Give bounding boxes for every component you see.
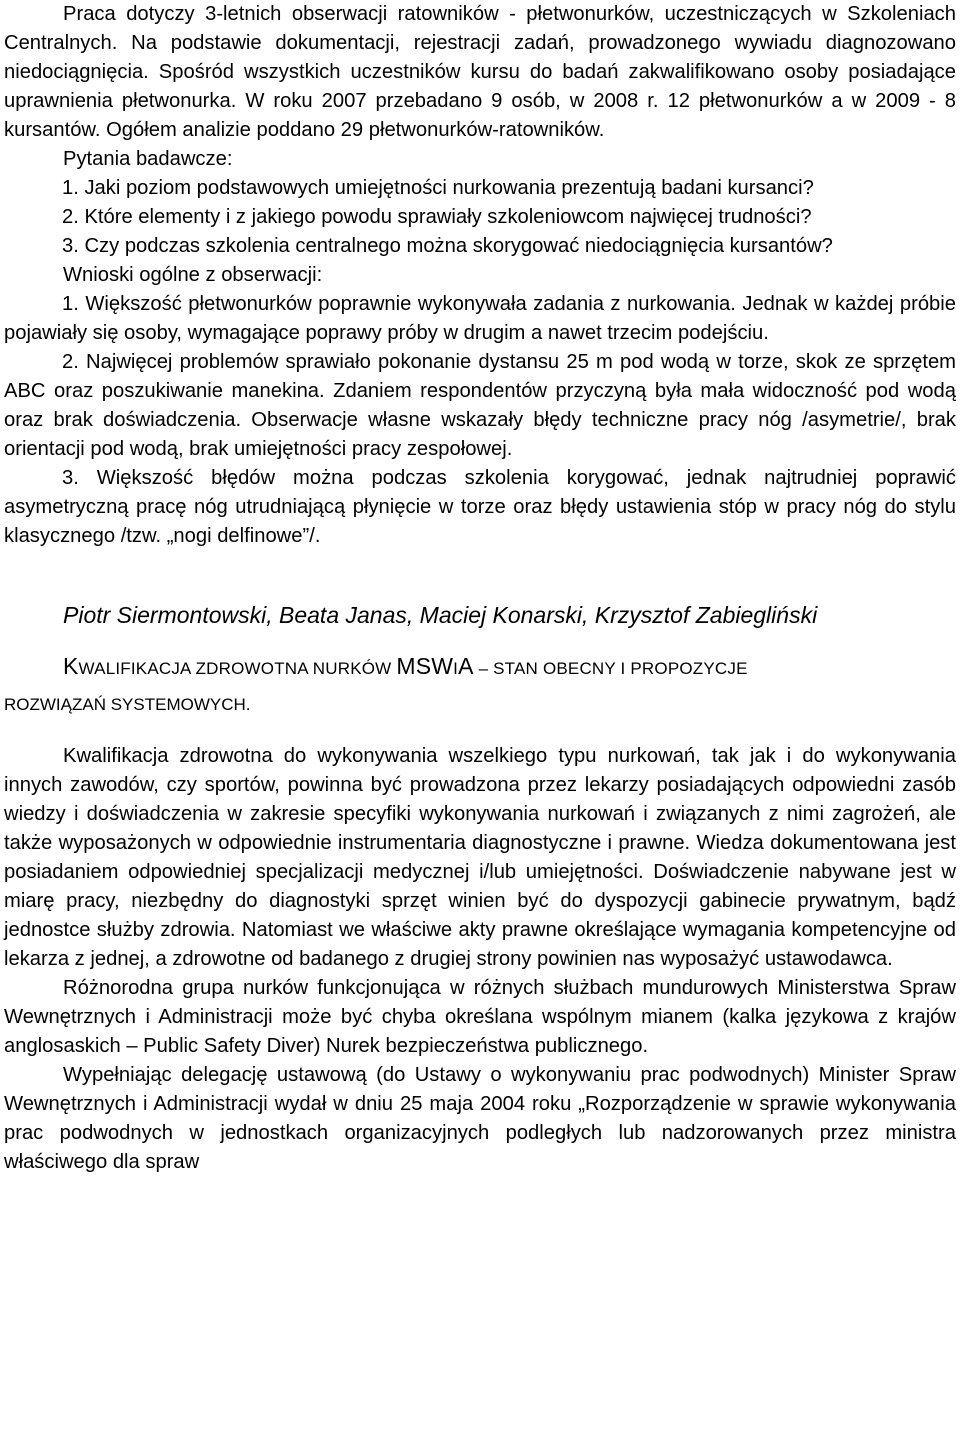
body-paragraph-1: Kwalifikacja zdrowotna do wykonywania wszelkiego typu nurkowań, tak jak i do wykonywania innych zawodów, czy sportów, powinna być prowadzona przez lekarzy posiadających odpowiedni zasób wiedzy i doświadczenia w zakresie specyfiki wykonywania nurkowań i związanych z nimi zagrożeń, ale także wyposażonych w odpowiednie instrumentaria diagnostyczne i prawne. Wiedza dokumentowana jest posiadaniem odpowiedniej specjalizacji medycznej i/lub umiejętności. Doświadczenie nabywane jest w miarę pracy, niezbędny do diagnostyki sprzęt winien być do dyspozycji gabinecie prywatnym, bądź jednostce służby zdrowia. Natomiast we właściwe akty prawne określające wymagania kompetencyjne od lekarza z jednej, a zdrowotne od badanego z drugiej strony powinien nas wyposażyć ustawodawca.	[4, 745, 956, 970]
intro-paragraph: Praca dotyczy 3-letnich obserwacji ratowników - płetwonurków, uczestniczących w Szkoleniach Centralnych. Na podstawie dokumentacji, rejestracji zadań, prowadzonego wywiadu diagnozowano niedociągnięcia. Spośród wszystkich uczestników kursu do badań zakwalifikowano osoby posiadające uprawnienia płetwonurka. W roku 2007 przebadano 9 osób, w 2008 r. 12 płetwonurków a w 2009 - 8 kursantów. Ogółem analizie poddano 29 płetwonurków-ratowników.	[4, 3, 956, 141]
title-part2: – STAN OBECNY I PROPOZYCJE	[473, 659, 748, 678]
article-title	[4, 652, 956, 683]
article-title-line2: ROZWIĄZAŃ SYSTEMOWYCH.	[4, 695, 251, 714]
title-msw: MSW	[396, 653, 454, 679]
article-body	[4, 742, 956, 1177]
question-item-2: 2. Które elementy i z jakiego powodu sprawiały szkoleniowcom najwięcej trudności?	[62, 206, 812, 228]
question-item-3: 3. Czy podczas szkolenia centralnego można skorygować niedociągnięcia kursantów?	[62, 235, 833, 257]
questions-heading: Pytania badawcze:	[63, 148, 233, 170]
conclusion-item-3: 3. Większość błędów można podczas szkolenia korygować, jednak najtrudniej poprawić asymetryczną pracę nóg utrudniającą płynięcie w torze oraz błędy ustawienia stóp w pracy nóg do stylu klasycznego /tzw. „nogi delfinowe”/.	[4, 467, 956, 547]
conclusions-heading: Wnioski ogólne z obserwacji:	[63, 264, 323, 286]
title-i: I	[453, 659, 459, 678]
title-initial-k: K	[63, 653, 79, 679]
body-paragraph-3: Wypełniając delegację ustawową (do Ustawy o wykonywaniu prac podwodnych) Minister Spraw Wewnętrznych i Administracji wydał w dniu 25 maja 2004 roku „Rozporządzenie w sprawie wykonywania prac podwodnych w jednostkach organizacyjnych podległych lub nadzorowanych przez ministra właściwego dla spraw	[4, 1064, 956, 1173]
conclusion-item-2: 2. Najwięcej problemów sprawiało pokonanie dystansu 25 m pod wodą w torze, skok ze sprzętem ABC oraz poszukiwanie manekina. Zdaniem respondentów przyczyną była mała widoczność pod wodą oraz brak doświadczenia. Obserwacje własne wskazały błędy techniczne pracy nóg /asymetrie/, brak orientacji pod wodą, brak umiejętności pracy zespołowej.	[4, 351, 956, 460]
body-paragraph-2: Różnorodna grupa nurków funkcjonująca w różnych służbach mundurowych Ministerstwa Spraw Wewnętrznych i Administracji może być chyba określana wspólnym mianem (kalka językowa z krajów anglosaskich – Public Safety Diver) Nurek bezpieczeństwa publicznego.	[4, 977, 956, 1057]
question-item-1: 1. Jaki poziom podstawowych umiejętności nurkowania prezentują badani kursanci?	[62, 177, 814, 199]
conclusion-item-1: 1. Większość płetwonurków poprawnie wykonywała zadania z nurkowania. Jednak w każdej próbie pojawiały się osoby, wymagające poprawy próby w drugim a nawet trzecim podejściu.	[4, 293, 956, 344]
title-part1: WALIFIKACJA ZDROWOTNA NURKÓW	[78, 659, 397, 678]
title-a: A	[458, 653, 474, 679]
article-authors: Piotr Siermontowski, Beata Janas, Maciej Konarski, Krzysztof Zabiegliński	[63, 602, 818, 628]
